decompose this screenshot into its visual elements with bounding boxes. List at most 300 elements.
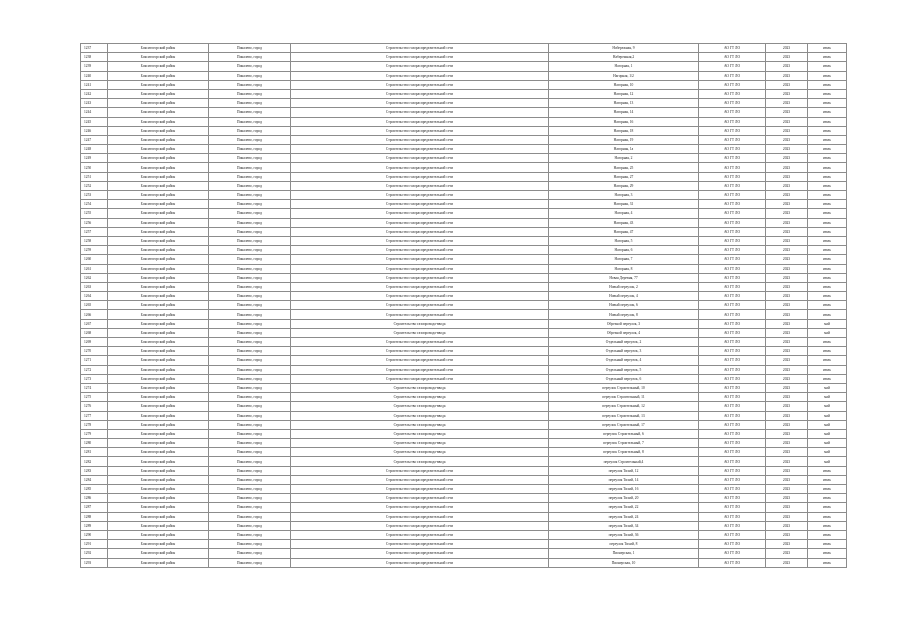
district-cell: Бокситогорский район	[108, 347, 209, 356]
contractor-cell: АО ГТ ЛО	[699, 282, 766, 291]
contractor-cell: АО ГТ ЛО	[699, 181, 766, 190]
row-number-cell: 1280	[81, 439, 108, 448]
row-number-cell: 1282	[81, 457, 108, 466]
table-row	[81, 44, 847, 53]
locality-cell: Пикалево, город	[209, 292, 291, 301]
contractor-cell: АО ГТ ЛО	[699, 402, 766, 411]
contractor-cell: АО ГТ ЛО	[699, 53, 766, 62]
month-cell: июль	[808, 62, 847, 71]
contractor-cell: АО ГТ ЛО	[699, 475, 766, 484]
contractor-cell: АО ГТ ЛО	[699, 494, 766, 503]
table-row	[81, 200, 847, 209]
district-cell: Бокситогорский район	[108, 62, 209, 71]
address-cell: Нагорная, 27	[549, 172, 699, 181]
contractor-cell: АО ГТ ЛО	[699, 420, 766, 429]
district-cell: Бокситогорский район	[108, 191, 209, 200]
row-number-cell: 1258	[81, 236, 108, 245]
year-cell: 2023	[766, 218, 808, 227]
contractor-cell: АО ГТ ЛО	[699, 99, 766, 108]
address-cell: Нагорная, 19	[549, 135, 699, 144]
contractor-cell: АО ГТ ЛО	[699, 365, 766, 374]
work-type-cell: Строительство газораспределительной сети	[291, 512, 549, 521]
row-number-cell: 1275	[81, 393, 108, 402]
locality-cell: Пикалево, город	[209, 264, 291, 273]
year-cell: 2023	[766, 108, 808, 117]
table-row	[81, 549, 847, 558]
year-cell: 2023	[766, 328, 808, 337]
year-cell: 2023	[766, 154, 808, 163]
row-number-cell: 1281	[81, 448, 108, 457]
locality-cell: Пикалево, город	[209, 374, 291, 383]
work-type-cell: Строительство газораспределительной сети	[291, 89, 549, 98]
month-cell: июль	[808, 181, 847, 190]
locality-cell: Пикалево, город	[209, 328, 291, 337]
locality-cell: Пикалево, город	[209, 209, 291, 218]
locality-cell: Пикалево, город	[209, 282, 291, 291]
row-number-cell: 1273	[81, 374, 108, 383]
locality-cell: Пикалево, город	[209, 420, 291, 429]
district-cell: Бокситогорский район	[108, 485, 209, 494]
month-cell: июль	[808, 530, 847, 539]
district-cell: Бокситогорский район	[108, 255, 209, 264]
year-cell: 2023	[766, 494, 808, 503]
table-row	[81, 310, 847, 319]
work-type-cell: Строительство газопровода-ввода	[291, 420, 549, 429]
table-row	[81, 99, 847, 108]
address-cell: переулок Строительный, 11	[549, 393, 699, 402]
locality-cell: Пикалево, город	[209, 347, 291, 356]
contractor-cell: АО ГТ ЛО	[699, 521, 766, 530]
address-cell: переулок Тихий, 22	[549, 503, 699, 512]
contractor-cell: АО ГТ ЛО	[699, 71, 766, 80]
district-cell: Бокситогорский район	[108, 457, 209, 466]
work-type-cell: Строительство газораспределительной сети	[291, 503, 549, 512]
table-row	[81, 246, 847, 255]
year-cell: 2023	[766, 163, 808, 172]
district-cell: Бокситогорский район	[108, 540, 209, 549]
row-number-cell: 1259	[81, 246, 108, 255]
address-cell: Нагорная, 16	[549, 117, 699, 126]
table-row	[81, 365, 847, 374]
district-cell: Бокситогорский район	[108, 466, 209, 475]
month-cell: июль	[808, 273, 847, 282]
address-cell: Нагорная, 29	[549, 181, 699, 190]
month-cell: май	[808, 328, 847, 337]
month-cell: июль	[808, 80, 847, 89]
row-number-cell: 1292	[81, 549, 108, 558]
district-cell: Бокситогорский район	[108, 282, 209, 291]
address-cell: Набережная,2	[549, 53, 699, 62]
contractor-cell: АО ГТ ЛО	[699, 163, 766, 172]
row-number-cell: 1270	[81, 347, 108, 356]
work-type-cell: Строительство газопровода-ввода	[291, 429, 549, 438]
month-cell: июль	[808, 374, 847, 383]
district-cell: Бокситогорский район	[108, 126, 209, 135]
contractor-cell: АО ГТ ЛО	[699, 457, 766, 466]
district-cell: Бокситогорский район	[108, 503, 209, 512]
locality-cell: Пикалево, город	[209, 429, 291, 438]
district-cell: Бокситогорский район	[108, 549, 209, 558]
address-cell: Нагорная, 1/2	[549, 71, 699, 80]
work-type-cell: Строительство газораспределительной сети	[291, 200, 549, 209]
row-number-cell: 1249	[81, 154, 108, 163]
table-row	[81, 319, 847, 328]
year-cell: 2023	[766, 439, 808, 448]
locality-cell: Пикалево, город	[209, 44, 291, 53]
year-cell: 2023	[766, 374, 808, 383]
locality-cell: Пикалево, город	[209, 485, 291, 494]
year-cell: 2023	[766, 512, 808, 521]
year-cell: 2023	[766, 282, 808, 291]
address-cell: Набережная, 9	[549, 44, 699, 53]
locality-cell: Пикалево, город	[209, 191, 291, 200]
row-number-cell: 1264	[81, 292, 108, 301]
table-row	[81, 117, 847, 126]
district-cell: Бокситогорский район	[108, 448, 209, 457]
row-number-cell: 1248	[81, 145, 108, 154]
row-number-cell: 1291	[81, 540, 108, 549]
year-cell: 2023	[766, 236, 808, 245]
contractor-cell: АО ГТ ЛО	[699, 117, 766, 126]
month-cell: июль	[808, 503, 847, 512]
address-cell: Нагорная, 18	[549, 126, 699, 135]
work-type-cell: Строительство газораспределительной сети	[291, 135, 549, 144]
contractor-cell: АО ГТ ЛО	[699, 209, 766, 218]
row-number-cell: 1260	[81, 255, 108, 264]
year-cell: 2023	[766, 80, 808, 89]
table-row	[81, 181, 847, 190]
table-row	[81, 218, 847, 227]
year-cell: 2023	[766, 475, 808, 484]
month-cell: июль	[808, 145, 847, 154]
year-cell: 2023	[766, 71, 808, 80]
row-number-cell: 1245	[81, 117, 108, 126]
work-type-cell: Строительство газораспределительной сети	[291, 558, 549, 567]
locality-cell: Пикалево, город	[209, 89, 291, 98]
locality-cell: Пикалево, город	[209, 319, 291, 328]
locality-cell: Пикалево, город	[209, 411, 291, 420]
month-cell: июль	[808, 255, 847, 264]
address-cell: Пионерская, 1	[549, 549, 699, 558]
address-cell: Нагорная, 8	[549, 264, 699, 273]
work-type-cell: Строительство газораспределительной сети	[291, 154, 549, 163]
locality-cell: Пикалево, город	[209, 273, 291, 282]
year-cell: 2023	[766, 99, 808, 108]
district-cell: Бокситогорский район	[108, 521, 209, 530]
address-cell: Новый переулок, 2	[549, 282, 699, 291]
address-cell: Нагорная, 6	[549, 246, 699, 255]
row-number-cell: 1238	[81, 53, 108, 62]
district-cell: Бокситогорский район	[108, 420, 209, 429]
row-number-cell: 1247	[81, 135, 108, 144]
contractor-cell: АО ГТ ЛО	[699, 246, 766, 255]
district-cell: Бокситогорский район	[108, 383, 209, 392]
contractor-cell: АО ГТ ЛО	[699, 62, 766, 71]
table-row	[81, 485, 847, 494]
work-type-cell: Строительство газораспределительной сети	[291, 126, 549, 135]
row-number-cell: 1283	[81, 466, 108, 475]
locality-cell: Пикалево, город	[209, 521, 291, 530]
month-cell: июль	[808, 53, 847, 62]
district-cell: Бокситогорский район	[108, 439, 209, 448]
row-number-cell: 1253	[81, 191, 108, 200]
district-cell: Бокситогорский район	[108, 292, 209, 301]
address-cell: Нагорная, 7	[549, 255, 699, 264]
district-cell: Бокситогорский район	[108, 145, 209, 154]
locality-cell: Пикалево, город	[209, 62, 291, 71]
year-cell: 2023	[766, 117, 808, 126]
table-row	[81, 53, 847, 62]
contractor-cell: АО ГТ ЛО	[699, 264, 766, 273]
work-type-cell: Строительство газораспределительной сети	[291, 80, 549, 89]
row-number-cell: 1240	[81, 71, 108, 80]
table-row	[81, 429, 847, 438]
table-row	[81, 301, 847, 310]
work-type-cell: Строительство газораспределительной сети	[291, 236, 549, 245]
row-number-cell: 1246	[81, 126, 108, 135]
row-number-cell: 1267	[81, 319, 108, 328]
year-cell: 2023	[766, 549, 808, 558]
table-row	[81, 264, 847, 273]
address-cell: Нагорная, 1а	[549, 145, 699, 154]
address-cell: Нагорная, 3	[549, 191, 699, 200]
address-cell: переулок Тихий, 14	[549, 475, 699, 484]
district-cell: Бокситогорский район	[108, 338, 209, 347]
district-cell: Бокситогорский район	[108, 558, 209, 567]
locality-cell: Пикалево, город	[209, 466, 291, 475]
address-cell: Обрезной переулок, 4	[549, 328, 699, 337]
table-row	[81, 282, 847, 291]
district-cell: Бокситогорский район	[108, 310, 209, 319]
district-cell: Бокситогорский район	[108, 393, 209, 402]
locality-cell: Пикалево, город	[209, 145, 291, 154]
work-type-cell: Строительство газопровода-ввода	[291, 439, 549, 448]
address-cell: Нагорная, 14	[549, 108, 699, 117]
table-row	[81, 521, 847, 530]
locality-cell: Пикалево, город	[209, 393, 291, 402]
contractor-cell: АО ГТ ЛО	[699, 89, 766, 98]
locality-cell: Пикалево, город	[209, 163, 291, 172]
table-row	[81, 457, 847, 466]
district-cell: Бокситогорский район	[108, 365, 209, 374]
row-number-cell: 1287	[81, 503, 108, 512]
work-type-cell: Строительство газораспределительной сети	[291, 172, 549, 181]
address-cell: Новый переулок, 8	[549, 310, 699, 319]
month-cell: июль	[808, 108, 847, 117]
work-type-cell: Строительство газораспределительной сети	[291, 347, 549, 356]
address-cell: переулок Тихий, 8	[549, 540, 699, 549]
district-cell: Бокситогорский район	[108, 44, 209, 53]
year-cell: 2023	[766, 411, 808, 420]
district-cell: Бокситогорский район	[108, 154, 209, 163]
month-cell: июль	[808, 236, 847, 245]
locality-cell: Пикалево, город	[209, 181, 291, 190]
locality-cell: Пикалево, город	[209, 218, 291, 227]
work-type-cell: Строительство газораспределительной сети	[291, 338, 549, 347]
month-cell: июль	[808, 558, 847, 567]
contractor-cell: АО ГТ ЛО	[699, 319, 766, 328]
month-cell: июль	[808, 540, 847, 549]
address-cell: Пионерская, 10	[549, 558, 699, 567]
row-number-cell: 1241	[81, 80, 108, 89]
year-cell: 2023	[766, 145, 808, 154]
year-cell: 2023	[766, 540, 808, 549]
address-cell: Нагорная, 1	[549, 62, 699, 71]
locality-cell: Пикалево, город	[209, 439, 291, 448]
row-number-cell: 1269	[81, 338, 108, 347]
work-type-cell: Строительство газораспределительной сети	[291, 108, 549, 117]
contractor-cell: АО ГТ ЛО	[699, 126, 766, 135]
table-row	[81, 328, 847, 337]
contractor-cell: АО ГТ ЛО	[699, 383, 766, 392]
work-type-cell: Строительство газораспределительной сети	[291, 255, 549, 264]
year-cell: 2023	[766, 347, 808, 356]
year-cell: 2023	[766, 521, 808, 530]
year-cell: 2023	[766, 448, 808, 457]
contractor-cell: АО ГТ ЛО	[699, 429, 766, 438]
district-cell: Бокситогорский район	[108, 264, 209, 273]
work-type-cell: Строительство газораспределительной сети	[291, 549, 549, 558]
district-cell: Бокситогорский район	[108, 475, 209, 484]
work-type-cell: Строительство газопровода-ввода	[291, 328, 549, 337]
table-row	[81, 503, 847, 512]
table-row	[81, 383, 847, 392]
work-type-cell: Строительство газораспределительной сети	[291, 273, 549, 282]
year-cell: 2023	[766, 429, 808, 438]
month-cell: июль	[808, 191, 847, 200]
row-number-cell: 1243	[81, 99, 108, 108]
locality-cell: Пикалево, город	[209, 236, 291, 245]
contractor-cell: АО ГТ ЛО	[699, 191, 766, 200]
address-cell: переулок Тихий, 12	[549, 466, 699, 475]
contractor-cell: АО ГТ ЛО	[699, 273, 766, 282]
contractor-cell: АО ГТ ЛО	[699, 540, 766, 549]
contractor-cell: АО ГТ ЛО	[699, 466, 766, 475]
locality-cell: Пикалево, город	[209, 117, 291, 126]
month-cell: июль	[808, 475, 847, 484]
table-row	[81, 540, 847, 549]
month-cell: июль	[808, 365, 847, 374]
contractor-cell: АО ГТ ЛО	[699, 172, 766, 181]
month-cell: июль	[808, 44, 847, 53]
work-type-cell: Строительство газопровода-ввода	[291, 402, 549, 411]
work-type-cell: Строительство газораспределительной сети	[291, 71, 549, 80]
table-row	[81, 512, 847, 521]
address-cell: Нагорная, 2	[549, 154, 699, 163]
contractor-cell: АО ГТ ЛО	[699, 200, 766, 209]
district-cell: Бокситогорский район	[108, 411, 209, 420]
year-cell: 2023	[766, 209, 808, 218]
address-cell: переулок Строительный, 17	[549, 420, 699, 429]
work-type-cell: Строительство газораспределительной сети	[291, 365, 549, 374]
row-number-cell: 1284	[81, 475, 108, 484]
table-row	[81, 338, 847, 347]
month-cell: июль	[808, 227, 847, 236]
address-cell: Нагорная, 31	[549, 200, 699, 209]
month-cell: май	[808, 411, 847, 420]
locality-cell: Пикалево, город	[209, 154, 291, 163]
year-cell: 2023	[766, 181, 808, 190]
address-cell: Отдельный переулок, 6	[549, 374, 699, 383]
month-cell: июль	[808, 549, 847, 558]
year-cell: 2023	[766, 338, 808, 347]
year-cell: 2023	[766, 383, 808, 392]
month-cell: июль	[808, 292, 847, 301]
work-type-cell: Строительство газораспределительной сети	[291, 292, 549, 301]
table-row	[81, 466, 847, 475]
row-number-cell: 1262	[81, 273, 108, 282]
table-row	[81, 80, 847, 89]
contractor-cell: АО ГТ ЛО	[699, 218, 766, 227]
contractor-cell: АО ГТ ЛО	[699, 485, 766, 494]
locality-cell: Пикалево, город	[209, 108, 291, 117]
address-cell: Отдельный переулок, 5	[549, 365, 699, 374]
work-type-cell: Строительство газораспределительной сети	[291, 62, 549, 71]
address-cell: Нагорная, 43	[549, 218, 699, 227]
district-cell: Бокситогорский район	[108, 53, 209, 62]
work-type-cell: Строительство газораспределительной сети	[291, 494, 549, 503]
locality-cell: Пикалево, город	[209, 356, 291, 365]
locality-cell: Пикалево, город	[209, 99, 291, 108]
month-cell: июль	[808, 200, 847, 209]
work-type-cell: Строительство газораспределительной сети	[291, 310, 549, 319]
district-cell: Бокситогорский район	[108, 181, 209, 190]
locality-cell: Пикалево, город	[209, 310, 291, 319]
row-number-cell: 1239	[81, 62, 108, 71]
district-cell: Бокситогорский район	[108, 319, 209, 328]
row-number-cell: 1288	[81, 512, 108, 521]
year-cell: 2023	[766, 466, 808, 475]
locality-cell: Пикалево, город	[209, 301, 291, 310]
contractor-cell: АО ГТ ЛО	[699, 393, 766, 402]
locality-cell: Пикалево, город	[209, 494, 291, 503]
month-cell: июль	[808, 512, 847, 521]
contractor-cell: АО ГТ ЛО	[699, 135, 766, 144]
month-cell: май	[808, 402, 847, 411]
contractor-cell: АО ГТ ЛО	[699, 411, 766, 420]
row-number-cell: 1274	[81, 383, 108, 392]
contractor-cell: АО ГТ ЛО	[699, 512, 766, 521]
year-cell: 2023	[766, 420, 808, 429]
locality-cell: Пикалево, город	[209, 126, 291, 135]
month-cell: июль	[808, 356, 847, 365]
address-cell: Нагорная, 5	[549, 236, 699, 245]
contractor-cell: АО ГТ ЛО	[699, 448, 766, 457]
month-cell: июль	[808, 135, 847, 144]
district-cell: Бокситогорский район	[108, 328, 209, 337]
year-cell: 2023	[766, 485, 808, 494]
work-type-cell: Строительство газораспределительной сети	[291, 44, 549, 53]
row-number-cell: 1257	[81, 227, 108, 236]
contractor-cell: АО ГТ ЛО	[699, 347, 766, 356]
work-type-cell: Строительство газораспределительной сети	[291, 264, 549, 273]
district-cell: Бокситогорский район	[108, 108, 209, 117]
address-cell: переулок Строительный, 8	[549, 448, 699, 457]
table-row	[81, 126, 847, 135]
locality-cell: Пикалево, город	[209, 530, 291, 539]
month-cell: июль	[808, 89, 847, 98]
year-cell: 2023	[766, 200, 808, 209]
contractor-cell: АО ГТ ЛО	[699, 558, 766, 567]
year-cell: 2023	[766, 503, 808, 512]
address-cell: переулок Строительный, 12	[549, 402, 699, 411]
district-cell: Бокситогорский район	[108, 273, 209, 282]
table-row	[81, 292, 847, 301]
contractor-cell: АО ГТ ЛО	[699, 549, 766, 558]
month-cell: июль	[808, 218, 847, 227]
locality-cell: Пикалево, город	[209, 80, 291, 89]
table-row	[81, 374, 847, 383]
